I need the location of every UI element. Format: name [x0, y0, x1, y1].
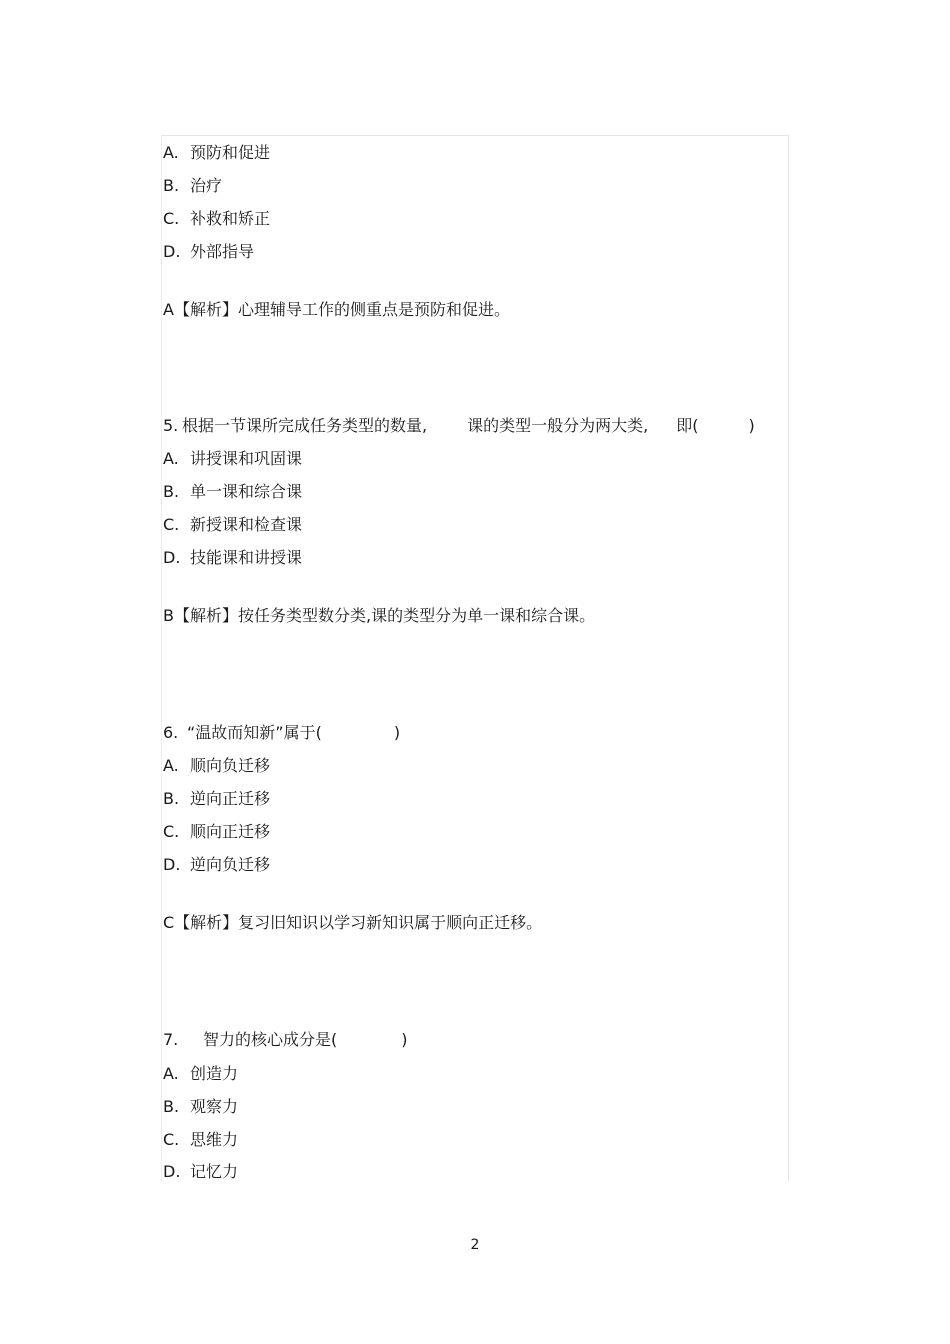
question-7-stem: 7. 智力的核心成分是( ) [163, 1030, 408, 1049]
option-a: A. 讲授课和巩固课 [163, 449, 303, 468]
option-d: D. 记忆力 [163, 1162, 239, 1181]
page-number: 2 [470, 1237, 480, 1253]
option-a: A. 顺向负迁移 [163, 756, 271, 775]
option-b: B. 观察力 [163, 1097, 239, 1116]
answer-explanation: A【解析】心理辅导工作的侧重点是预防和促进。 [163, 300, 510, 319]
option-b: B. 单一课和综合课 [163, 482, 303, 501]
question-5-stem: 5. 根据一节课所完成任务类型的数量, 课的类型一般分为两大类, 即( ) [163, 416, 755, 435]
option-b: B. 逆向正迁移 [163, 789, 271, 808]
option-c: C. 新授课和检查课 [163, 515, 303, 534]
question-6-stem: 6. “温故而知新”属于( ) [163, 723, 401, 742]
option-c: C. 补救和矫正 [163, 209, 271, 228]
option-b: B. 治疗 [163, 176, 223, 195]
option-a: A. 创造力 [163, 1064, 239, 1083]
option-d: D. 外部指导 [163, 242, 255, 261]
answer-explanation: B【解析】按任务类型数分类,课的类型分为单一课和综合课。 [163, 606, 596, 625]
option-c: C. 顺向正迁移 [163, 822, 271, 841]
option-d: D. 技能课和讲授课 [163, 548, 303, 567]
option-d: D. 逆向负迁移 [163, 855, 271, 874]
option-a: A. 预防和促进 [163, 143, 271, 162]
page-frame [161, 135, 789, 1182]
answer-explanation: C【解析】复习旧知识以学习新知识属于顺向正迁移。 [163, 913, 543, 932]
option-c: C. 思维力 [163, 1130, 239, 1149]
